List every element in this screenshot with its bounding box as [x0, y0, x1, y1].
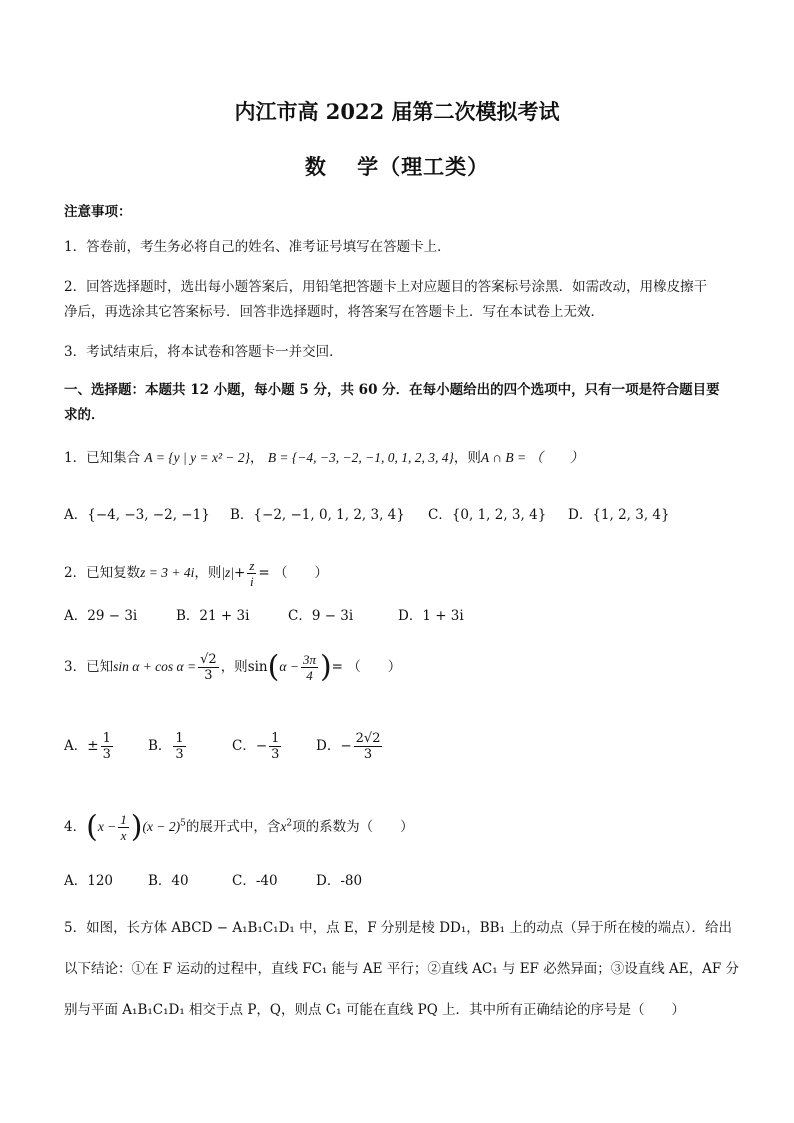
q3-option-b-den: 3 — [175, 747, 184, 762]
q4-ask: 项的系数为（ ） — [292, 819, 414, 835]
q3-option-c-den: 3 — [271, 747, 280, 762]
q4-term-exponent: 2 — [286, 818, 293, 829]
q2-ask: = （ ） — [258, 565, 328, 581]
q1-mid: ，则 — [453, 450, 481, 466]
q3-pi-num: 3π — [302, 652, 316, 667]
q2-abs: |z| — [221, 565, 235, 580]
q3-option-b-num: 1 — [175, 731, 184, 746]
q3-option-c — [232, 731, 316, 762]
q3-mid: ，则 — [220, 659, 248, 675]
q2-z: z = 3 + 4i — [140, 565, 195, 580]
q4-frac-den: x — [120, 828, 127, 843]
question-4 — [64, 809, 414, 845]
q3-option-d-den: 3 — [363, 747, 373, 762]
q4-option-c: C．-40 — [232, 873, 278, 889]
exam-title: 内江市高 2022 届第二次模拟考试 — [234, 99, 560, 124]
q3-ask: = （ ） — [331, 659, 402, 675]
q2-options — [64, 606, 464, 626]
q4-option-a: A．120 — [64, 873, 114, 889]
q1-set-b: B = {−4, −3, −2, −1, 0, 1, 2, 3, 4} — [267, 450, 454, 465]
q4-mid: 的展开式中，含 — [185, 819, 281, 835]
q2-option-d: D．1 + 3i — [398, 608, 464, 624]
question-5-line-2: 以下结论：①在 F 运动的过程中，直线 FC₁ 能与 AE 平行；②直线 AC₁ 与 EF 必然异面；③设直线 AE，AF 分 — [64, 961, 740, 977]
q2-option-a: A．29 − 3i — [64, 608, 138, 624]
q3-lhs: sin α + cos α = — [113, 659, 197, 674]
q2-frac-num: z — [249, 558, 255, 573]
q3-pi-fraction — [301, 652, 318, 683]
q2-prefix: 2．已知复数 — [64, 565, 141, 581]
q4-option-b: B．40 — [148, 873, 189, 889]
q4-factor: (x − 2) — [142, 819, 181, 834]
q3-options — [64, 731, 384, 762]
q1-prefix: 1．已知集合 — [64, 450, 141, 466]
q3-option-a-frac — [101, 731, 113, 762]
q4-paren-close: ) — [130, 809, 143, 845]
q3-fraction — [198, 652, 219, 683]
section-heading: 一、选择题：本题共 12 小题，每小题 5 分，共 60 分．在每小题给出的四个选项中，只有一项是符合题目要 — [64, 382, 720, 398]
q3-option-d-label: D．− — [316, 738, 352, 754]
notes-heading: 注意事项： — [64, 204, 132, 220]
q3-option-a-num: 1 — [102, 731, 111, 746]
q3-option-c-num: 1 — [271, 731, 280, 746]
q3-sin: sin — [247, 659, 268, 675]
q3-frac-den: 3 — [204, 668, 213, 683]
q3-option-d — [316, 731, 384, 762]
q1-option-b: B．{−2, −1, 0, 1, 2, 3, 4} — [230, 507, 405, 523]
q3-option-b — [148, 731, 232, 762]
q3-prefix: 3．已知 — [64, 659, 114, 675]
q3-option-c-frac — [269, 731, 281, 762]
q4-fraction — [118, 812, 129, 843]
q1-set-a: A = {y | y = x² − 2} — [144, 450, 251, 465]
q3-option-b-frac — [173, 731, 185, 762]
q3-paren-open: ( — [267, 649, 280, 685]
q3-option-b-label: B． — [148, 738, 172, 754]
q3-option-d-num: 2√2 — [355, 731, 381, 746]
q2-plus: + — [234, 565, 246, 581]
q4-option-d: D．-80 — [316, 873, 363, 889]
q1-option-d: D．{1, 2, 3, 4} — [568, 507, 670, 523]
q2-mid: ，则 — [194, 565, 222, 581]
q4-term: x — [280, 819, 287, 834]
q1-option-a: A．{−4, −3, −2, −1} — [64, 507, 210, 523]
q2-frac-den: i — [250, 574, 254, 589]
q3-option-d-frac — [354, 731, 383, 762]
q4-frac-num: 1 — [120, 812, 127, 827]
q3-option-a-label: A．± — [64, 738, 99, 754]
q3-option-a-den: 3 — [102, 747, 111, 762]
note-item-1: 1．答卷前，考生务必将自己的姓名、准考证号填写在答题卡上． — [64, 239, 451, 255]
question-5-line-3: 别与平面 A₁B₁C₁D₁ 相交于点 P，Q，则点 C₁ 可能在直线 PQ 上．其中所有正确结论的序号是（ ） — [64, 1002, 686, 1018]
note-item-2-cont: 净后，再选涂其它答案标号．回答非选择题时，将答案写在答题卡上．写在本试卷上无效． — [64, 304, 604, 320]
section-heading-cont: 求的． — [64, 407, 105, 423]
question-2 — [64, 558, 328, 589]
q2-option-c: C．9 − 3i — [288, 608, 354, 624]
exam-subject: 数 学（理工类） — [304, 154, 490, 179]
q1-option-c: C．{0, 1, 2, 3, 4} — [428, 507, 547, 523]
q3-pi-den: 4 — [306, 668, 313, 683]
q3-paren-close: ) — [319, 649, 332, 685]
q4-prefix: 4． — [64, 819, 87, 835]
q2-option-b: B．21 + 3i — [176, 608, 250, 624]
q4-x: x − — [97, 819, 117, 834]
q2-fraction — [247, 558, 256, 589]
q3-alpha: α − — [279, 659, 299, 674]
question-1: 1．已知集合 A = {y | y = x² − 2}， B = {−4, −3, −2, −1, 0, 1, 2, 3, 4}，则A ∩ B = （ ） — [64, 450, 584, 466]
q4-paren-open: ( — [86, 809, 98, 845]
q3-option-c-label: C．− — [232, 738, 268, 754]
question-3 — [64, 649, 402, 685]
note-item-3: 3．考试结束后，将本试卷和答题卡一并交回． — [64, 344, 343, 360]
q3-frac-num: √2 — [200, 652, 217, 667]
q4-options — [64, 871, 362, 891]
q4-exponent: 5 — [180, 818, 186, 829]
question-5-line-1: 5．如图，长方体 ABCD − A₁B₁C₁D₁ 中，点 E，F 分别是棱 DD₁，BB₁ 上的动点（异于所在棱的端点）．给出 — [64, 920, 733, 936]
note-item-2: 2．回答选择题时，选出每小题答案后，用铅笔把答题卡上对应题目的答案标号涂黑．如需改动，用橡皮擦干 — [64, 279, 708, 295]
q1-options — [64, 505, 670, 525]
q1-ask: A ∩ B = （ ） — [480, 450, 584, 465]
q3-option-a — [64, 731, 148, 762]
